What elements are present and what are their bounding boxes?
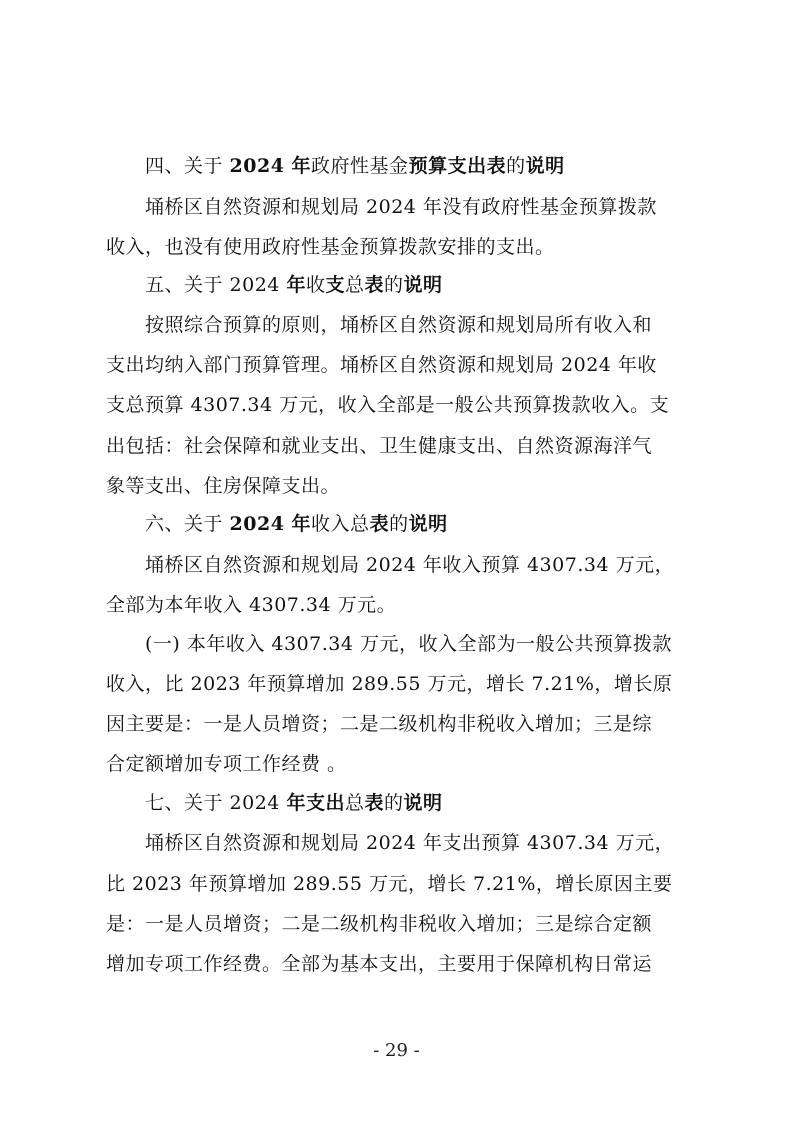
heading-text: 的 (506, 155, 526, 177)
paragraph-line: 比 2023 年预算增加 289.55 万元，增长 7.21%，增长原因主要 (106, 873, 673, 895)
heading-text: 支 (325, 274, 345, 296)
paragraph-line: 支出均纳入部门预算管理。埇桥区自然资源和规划局 2024 年收 (106, 354, 657, 376)
section-5-heading (145, 273, 696, 297)
heading-text: 表 (364, 274, 385, 296)
paragraph-line: 支总预算 4307.34 万元，收入全部是一般公共预算拨款收入。支 (106, 394, 670, 416)
heading-text: 政府性基金 (311, 155, 409, 177)
heading-text: 表 (369, 513, 390, 535)
paragraph-line: (一) 本年收入 4307.34 万元，收入全部为一般公共预算拨款 (145, 633, 673, 655)
heading-text: 收 (305, 274, 326, 296)
heading-text: 说明 (525, 155, 565, 177)
heading-text: 说明 (408, 513, 448, 535)
heading-text: 2024 年 (229, 155, 312, 177)
paragraph-line: 象等支出、住房保障支出。 (106, 475, 341, 497)
page-number: - 29 - (373, 1040, 420, 1061)
paragraph-line: 是：一是人员增资；二是二级机构非税收入增加；三是综合定额 (106, 913, 653, 935)
heading-text: 说明 (403, 792, 443, 814)
paragraph-line: 合定额增加专项工作经费 。 (106, 753, 347, 775)
section-6-heading (145, 512, 696, 536)
paragraph-line: 按照综合预算的原则，埇桥区自然资源和规划局所有收入和 (145, 314, 653, 336)
heading-text: 2024 年 (229, 513, 312, 535)
paragraph-line: 收入，也没有使用政府性基金预算拨款安排的支出。 (106, 236, 555, 258)
heading-text: 总 (344, 792, 365, 814)
section-7-heading (145, 791, 696, 815)
heading-text: 四、关于 (145, 155, 230, 177)
heading-text: 说明 (403, 274, 443, 296)
paragraph-line: 收入，比 2023 年预算增加 289.55 万元，增长 7.21%，增长原 (106, 673, 673, 695)
paragraph-line: 出包括：社会保障和就业支出、卫生健康支出、自然资源海洋气 (106, 435, 653, 457)
heading-text: 的 (389, 513, 409, 535)
heading-text: 七、关于 2024 (145, 792, 287, 814)
heading-text: 收入总 (311, 513, 370, 535)
heading-text: 总 (344, 274, 365, 296)
paragraph-line: 因主要是：一是人员增资；二是二级机构非税收入增加；三是综 (106, 713, 653, 735)
paragraph-line: 增加专项工作经费。全部为基本支出，主要用于保障机构日常运 (106, 953, 653, 975)
section-4-heading (145, 154, 696, 178)
paragraph-line: 埇桥区自然资源和规划局 2024 年收入预算 4307.34 万元， (145, 554, 675, 576)
heading-text: 的 (383, 792, 404, 814)
heading-text: 年支出 (286, 792, 345, 814)
heading-text: 年 (286, 274, 306, 296)
heading-text: 六、关于 (145, 513, 230, 535)
paragraph-line: 埇桥区自然资源和规划局 2024 年没有政府性基金预算拨款 (145, 196, 657, 218)
heading-text: 五、关于 2024 (145, 274, 287, 296)
heading-text: 预算支出表 (408, 155, 507, 177)
heading-text: 的 (384, 274, 404, 296)
paragraph-line: 全部为本年收入 4307.34 万元。 (106, 594, 397, 616)
heading-text: 表 (364, 792, 384, 814)
paragraph-line: 埇桥区自然资源和规划局 2024 年支出预算 4307.34 万元， (145, 832, 675, 854)
